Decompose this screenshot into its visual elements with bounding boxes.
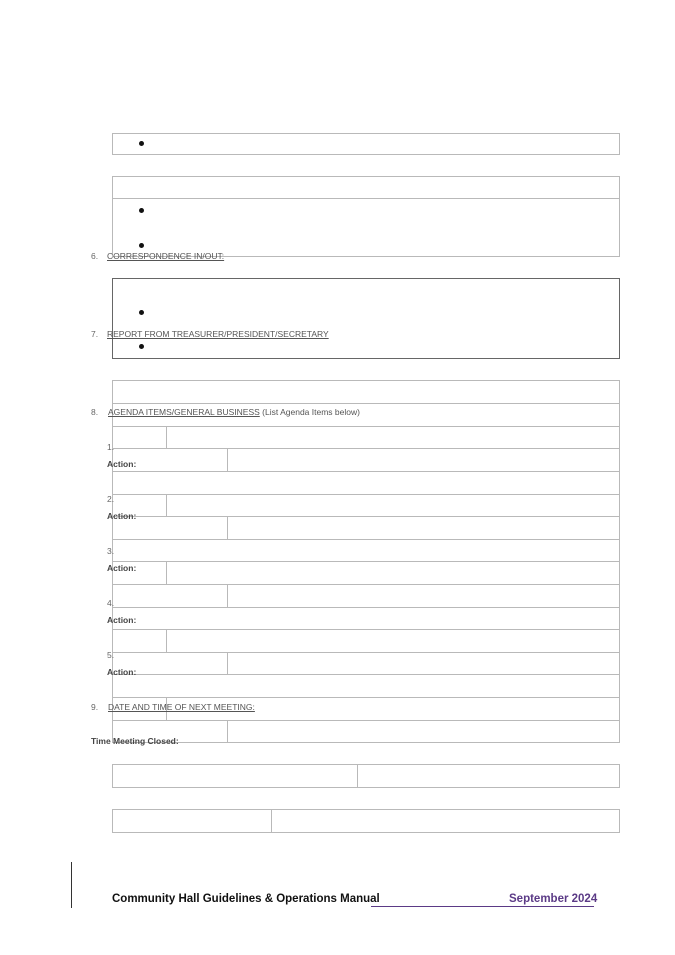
grid-col	[166, 426, 167, 448]
section-title-correspondence: CORRESPONDENCE IN/OUT:	[107, 251, 225, 261]
grid-line	[112, 697, 620, 698]
grid-col	[227, 652, 228, 674]
agenda-action-label: Action:	[107, 511, 137, 521]
grid-line	[112, 652, 620, 653]
grid-line	[112, 494, 620, 495]
grid-line	[112, 448, 620, 449]
grid-col	[166, 561, 167, 584]
time-meeting-closed-label: Time Meeting Closed:	[91, 736, 179, 746]
margin-bar	[71, 862, 72, 908]
grid-line	[112, 629, 620, 630]
grid-line	[112, 471, 620, 472]
grid-line	[112, 561, 620, 562]
section-title-agenda: AGENDA ITEMS/GENERAL BUSINESS (List Agenda Items below)	[108, 407, 360, 417]
grid-line	[112, 607, 620, 608]
bullet-icon	[139, 344, 144, 349]
section-number: 8.	[91, 407, 99, 417]
agenda-item-number: 5.	[107, 650, 115, 660]
grid-col	[227, 448, 228, 471]
table-block-a	[112, 176, 620, 257]
footer-title: Community Hall Guidelines & Operations Manual	[112, 893, 380, 905]
grid-line	[112, 720, 620, 721]
grid-col	[227, 516, 228, 539]
grid-line	[112, 539, 620, 540]
bullet-icon	[139, 310, 144, 315]
grid-col	[357, 764, 358, 788]
agenda-item-number: 4.	[107, 598, 115, 608]
grid-col	[227, 584, 228, 607]
bullet-icon	[139, 208, 144, 213]
grid-line	[112, 426, 620, 427]
bullet-icon	[139, 141, 144, 146]
agenda-item-number: 2.	[107, 494, 115, 504]
agenda-action-label: Action:	[107, 563, 137, 573]
grid-line	[112, 584, 620, 585]
grid-line	[112, 403, 620, 404]
section-number: 9.	[91, 702, 99, 712]
footer-date: September 2024	[509, 893, 598, 905]
footer-rule	[371, 906, 594, 907]
section-title-report: REPORT FROM TREASURER/PRESIDENT/SECRETARY	[107, 329, 329, 339]
agenda-action-label: Action:	[107, 459, 137, 469]
table-divider	[112, 198, 620, 199]
table-time-closed	[112, 809, 620, 833]
agenda-item-number: 1.	[107, 442, 115, 452]
table-next-meeting	[112, 764, 620, 788]
table-block-b	[112, 278, 620, 359]
agenda-action-label: Action:	[107, 667, 137, 677]
grid-col	[166, 629, 167, 652]
section-title-next-meeting: DATE AND TIME OF NEXT MEETING:	[108, 702, 255, 712]
grid-col	[227, 720, 228, 743]
grid-col	[166, 494, 167, 516]
table-top-row	[112, 133, 620, 155]
grid-col	[271, 809, 272, 833]
agenda-item-number: 3.	[107, 546, 115, 556]
agenda-action-label: Action:	[107, 615, 137, 625]
grid-line	[112, 516, 620, 517]
section-number: 7.	[91, 329, 99, 339]
section-number: 6.	[91, 251, 99, 261]
grid-line	[112, 674, 620, 675]
bullet-icon	[139, 243, 144, 248]
